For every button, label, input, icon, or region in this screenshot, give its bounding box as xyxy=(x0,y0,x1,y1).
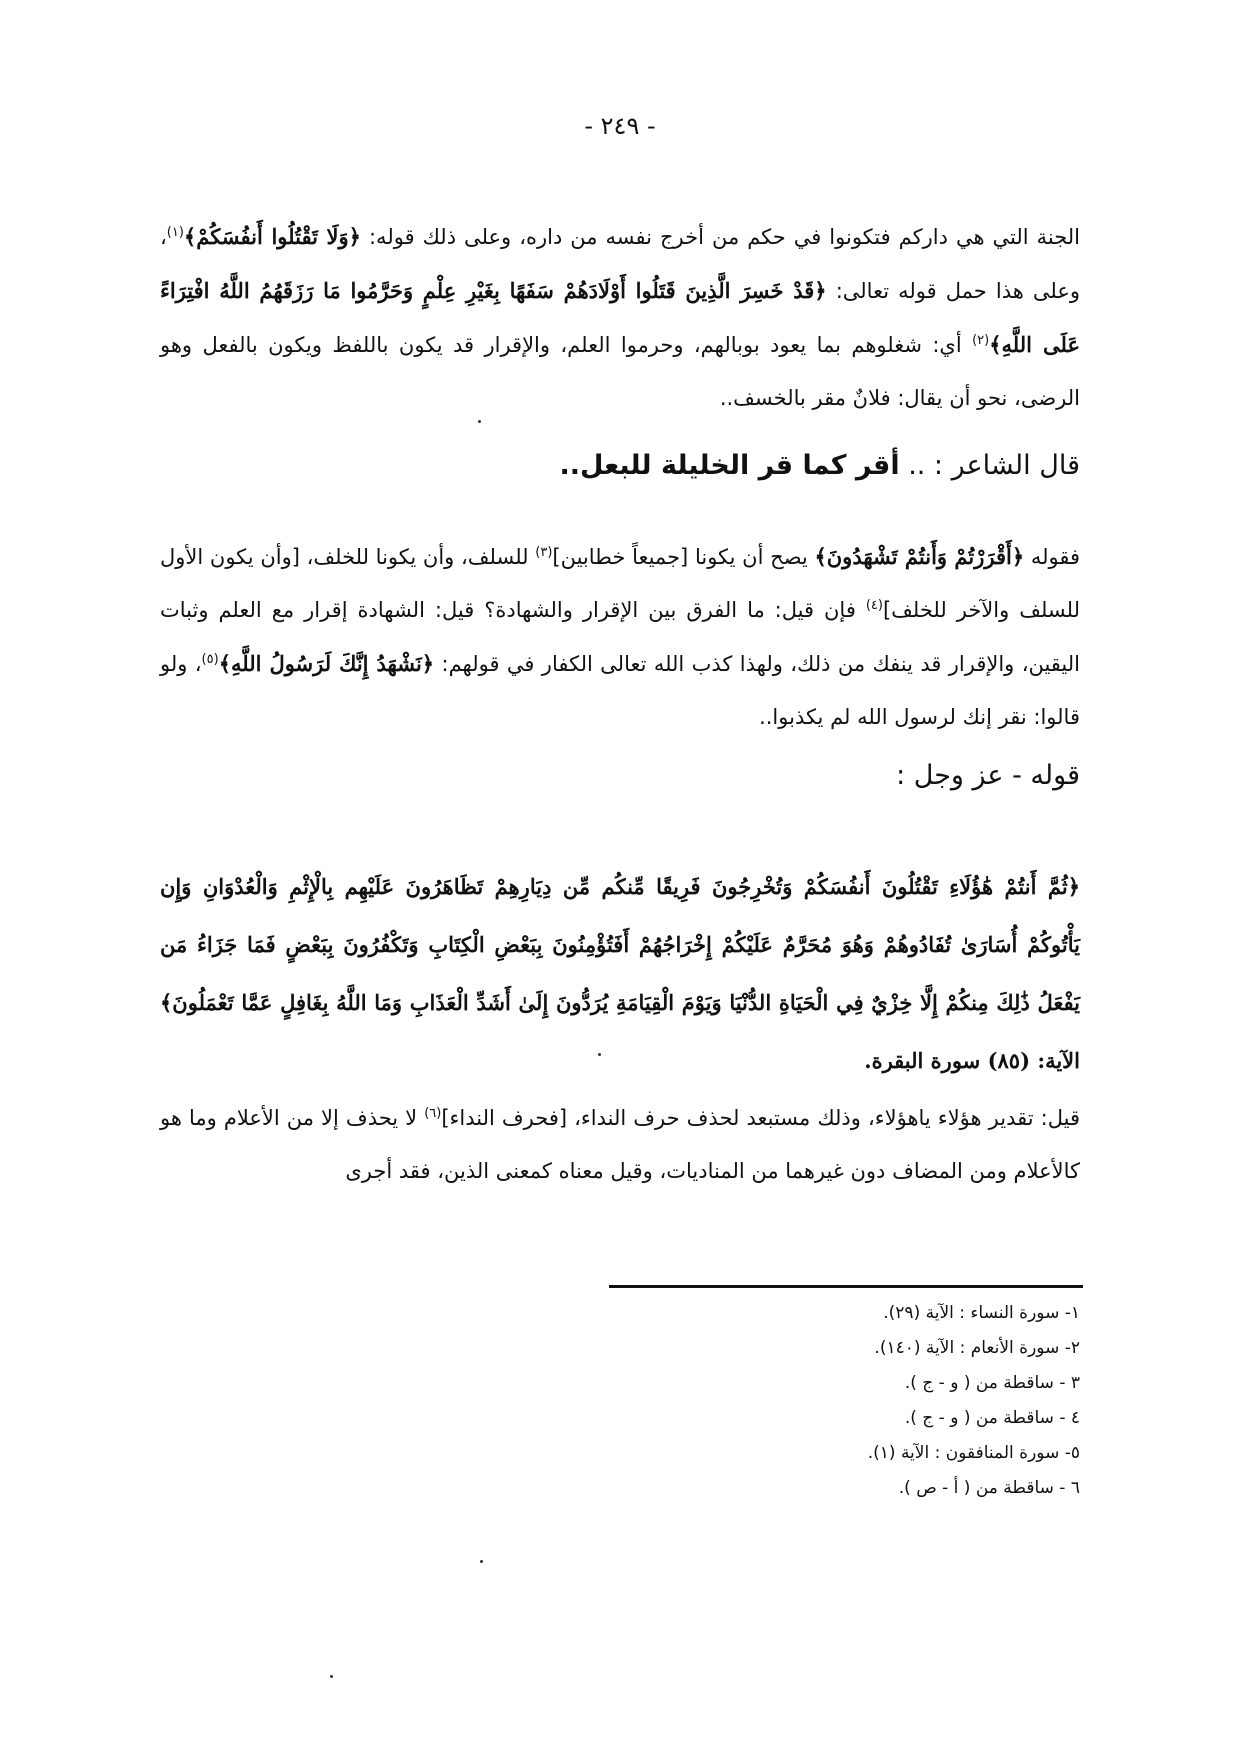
paragraph-2-text-e: ، ولو قالوا: نقر إنك لرسول الله لم يكذبوا.. xyxy=(160,652,1080,729)
quran-verse-anam: ﴿قَدْ خَسِرَ الَّذِينَ قَتَلُوا أَوْلَادَهُمْ سَفَهًا بِغَيْرِ عِلْمٍ وَحَرَّمُوا مَا رَزَقَهُمُ اللَّهُ افْتِرَاءً عَلَى اللَّهِ﴾ xyxy=(160,278,1080,357)
paragraph-1-text-b: ، وعلى هذا حمل قوله تعالى: xyxy=(160,225,1080,303)
footnote-ref-3[interactable]: (٣) xyxy=(535,545,553,560)
paragraph-2-text-c: للسلف، وأن يكونا للخلف، [وأن يكون الأول للسلف والآخر للخلف] xyxy=(160,545,1081,622)
footnote-ref-2[interactable]: (٢) xyxy=(972,333,990,348)
verse-text: ﴿ثُمَّ أَنتُمْ هَٰؤُلَاءِ تَقْتُلُونَ أَنفُسَكُمْ وَتُخْرِجُونَ فَرِيقًا مِّنكُم مِّن دِيَارِهِمْ تَظَاهَرُونَ عَلَيْهِم بِالْإِثْمِ وَالْعُدْوَانِ وَإِن يَأْتُوكُمْ أُسَارَىٰ تُفَادُوهُمْ وَهُوَ مُحَرَّمٌ عَلَيْكُمْ إِخْرَاجُهُمْ أَفَتُؤْمِنُونَ بِبَعْضِ الْكِتَابِ وَتَكْفُرُونَ بِبَعْضٍ فَمَا جَزَاءُ مَن يَفْعَلُ ذَٰلِكَ مِنكُمْ إِلَّا خِزْيٌ فِي الْحَيَاةِ الدُّنْيَا وَيَوْمَ الْقِيَامَةِ يُرَدُّونَ إِلَىٰ أَشَدِّ الْعَذَابِ وَمَا اللَّهُ بِغَافِلٍ عَمَّا تَعْمَلُونَ﴾ xyxy=(160,874,1080,1015)
footnote-4: ٤ - ساقطة من ( و - ج ). xyxy=(904,1408,1080,1428)
verse-reference: الآية: (٨٥) سورة البقرة. xyxy=(864,1048,1080,1073)
footnote-1: ١- سورة النساء : الآية (٢٩). xyxy=(883,1303,1080,1323)
scan-speck xyxy=(478,420,481,423)
quran-verse-munafiqun: ﴿نَشْهَدُ إِنَّكَ لَرَسُولُ اللَّهِ﴾ xyxy=(218,651,435,676)
paragraph-1-text-c: أي: شغلوهم بما يعود بوبالهم، وحرموا العلم، والإقرار قد يكون باللفظ ويكون بالفعل وهو الرضى، نحو أن يقال: فلانٌ مقر بالخسف.. xyxy=(160,333,1080,410)
quran-verse-block xyxy=(160,858,1080,1090)
footnote-divider xyxy=(609,1285,1083,1288)
paragraph-3-text-a: قيل: تقدير هؤلاء ياهؤلاء، وذلك مستبعد لحذف حرف النداء، [فحرف النداء] xyxy=(441,1106,1080,1130)
footnote-5: ٥- سورة المنافقون : الآية (١). xyxy=(867,1443,1080,1463)
poet-heading xyxy=(160,450,1080,481)
footnotes-list xyxy=(600,1296,1080,1506)
footnote-6: ٦ - ساقطة من ( أ - ص ). xyxy=(898,1478,1080,1498)
paragraph-2-text-b: يصح أن يكونا [جميعاً خطابين] xyxy=(552,545,815,569)
paragraph-1-text-a: الجنة التي هي داركم فتكونوا في حكم من أخرج نفسه من داره، وعلى ذلك قوله: xyxy=(360,225,1080,249)
footnote-3: ٣ - ساقطة من ( و - ج ). xyxy=(904,1373,1080,1393)
scan-speck xyxy=(480,1560,483,1563)
paragraph-2-text-a: فقوله xyxy=(1024,545,1081,569)
scan-speck xyxy=(598,1053,601,1056)
footnote-ref-4[interactable]: (٤) xyxy=(865,598,883,613)
footnote-ref-1[interactable]: (١) xyxy=(166,225,184,240)
paragraph-2-text-d: فإن قيل: ما الفرق بين الإقرار والشهادة؟ قيل: الشهادة إقرار مع العلم وثبات اليقين، والإقرار قد ينفك من ذلك، ولهذا كذب الله تعالى الكفار في قولهم: xyxy=(160,598,1080,676)
paragraph-3-text-b: لا يحذف إلا من الأعلام وما هو كالأعلام ومن المضاف دون غيرهما من المناديات، وقيل معناه كمعنى الذين، فقد أجرى xyxy=(160,1106,1080,1183)
page-number: - ٢٤٩ - xyxy=(584,112,656,140)
quran-verse-nisa: ﴿وَلَا تَقْتُلُوا أَنفُسَكُمْ﴾ xyxy=(183,224,361,249)
scan-speck xyxy=(330,1675,333,1678)
footnote-ref-5[interactable]: (٥) xyxy=(201,652,219,667)
quran-verse-aqrartum: ﴿أَقْرَرْتُمْ وَأَنتُمْ تَشْهَدُونَ﴾ xyxy=(814,544,1025,569)
poet-quote: أقر كما قر الخليلة للبعل.. xyxy=(559,450,900,481)
footnote-ref-6[interactable]: (٦) xyxy=(424,1106,442,1121)
poet-label: قال الشاعر : .. xyxy=(908,450,1080,481)
section-heading: قوله - عز وجل : xyxy=(896,760,1080,791)
paragraph-2 xyxy=(160,530,1080,744)
paragraph-1 xyxy=(160,210,1080,425)
footnote-2: ٢- سورة الأنعام : الآية (١٤٠). xyxy=(874,1338,1080,1358)
paragraph-3 xyxy=(160,1092,1080,1198)
